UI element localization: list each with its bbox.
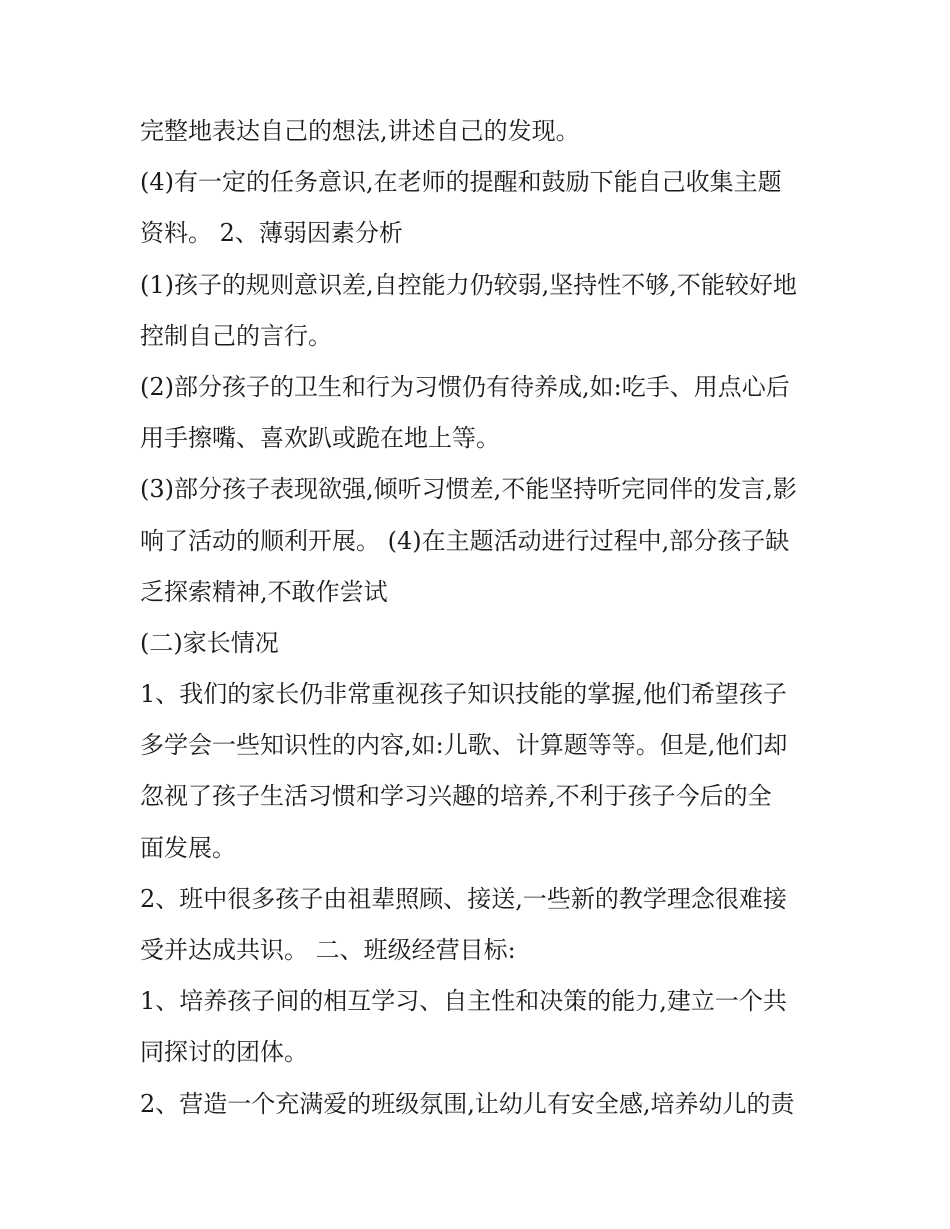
- text-line: 2、营造一个充满爱的班级氛围,让幼儿有安全感,培养幼儿的责: [140, 1089, 795, 1118]
- text-line: (二)家长情况: [140, 628, 279, 657]
- text-line: 2、班中很多孩子由祖辈照顾、接送,一些新的教学理念很难接: [140, 884, 787, 913]
- text-line: 多学会一些知识性的内容,如:儿歌、计算题等等。但是,他们却: [140, 731, 788, 760]
- text-line: 乏探索精神,不敢作尝试: [140, 577, 388, 606]
- text-line: (1)孩子的规则意识差,自控能力仍较弱,坚持性不够,不能较好地: [140, 270, 797, 299]
- text-line: 资料。 2、薄弱因素分析: [140, 219, 403, 248]
- text-line: 控制自己的言行。: [140, 321, 332, 350]
- text-line: 忽视了孩子生活习惯和学习兴趣的培养,不利于孩子今后的全: [140, 782, 772, 811]
- body-text: [140, 106, 820, 1130]
- text-line: 1、培养孩子间的相互学习、自主性和决策的能力,建立一个共: [140, 987, 787, 1016]
- text-line: 面发展。: [140, 833, 236, 862]
- text-line: 同探讨的团体。: [140, 1038, 308, 1067]
- text-line: (4)有一定的任务意识,在老师的提醒和鼓励下能自己收集主题: [140, 168, 782, 197]
- text-line: 用手擦嘴、喜欢趴或跪在地上等。: [140, 424, 500, 453]
- text-line: (3)部分孩子表现欲强,倾听习惯差,不能坚持听完同伴的发言,影: [140, 475, 797, 504]
- text-line: 受并达成共识。 二、班级经营目标:: [140, 936, 516, 964]
- text-line: 响了活动的顺利开展。 (4)在主题活动进行过程中,部分孩子缺: [140, 526, 790, 555]
- text-line: 完整地表达自己的想法,讲述自己的发现。: [140, 117, 580, 145]
- text-line: 1、我们的家长仍非常重视孩子知识技能的掌握,他们希望孩子: [140, 680, 787, 709]
- text-line: (2)部分孩子的卫生和行为习惯仍有待养成,如:吃手、用点心后: [140, 372, 790, 401]
